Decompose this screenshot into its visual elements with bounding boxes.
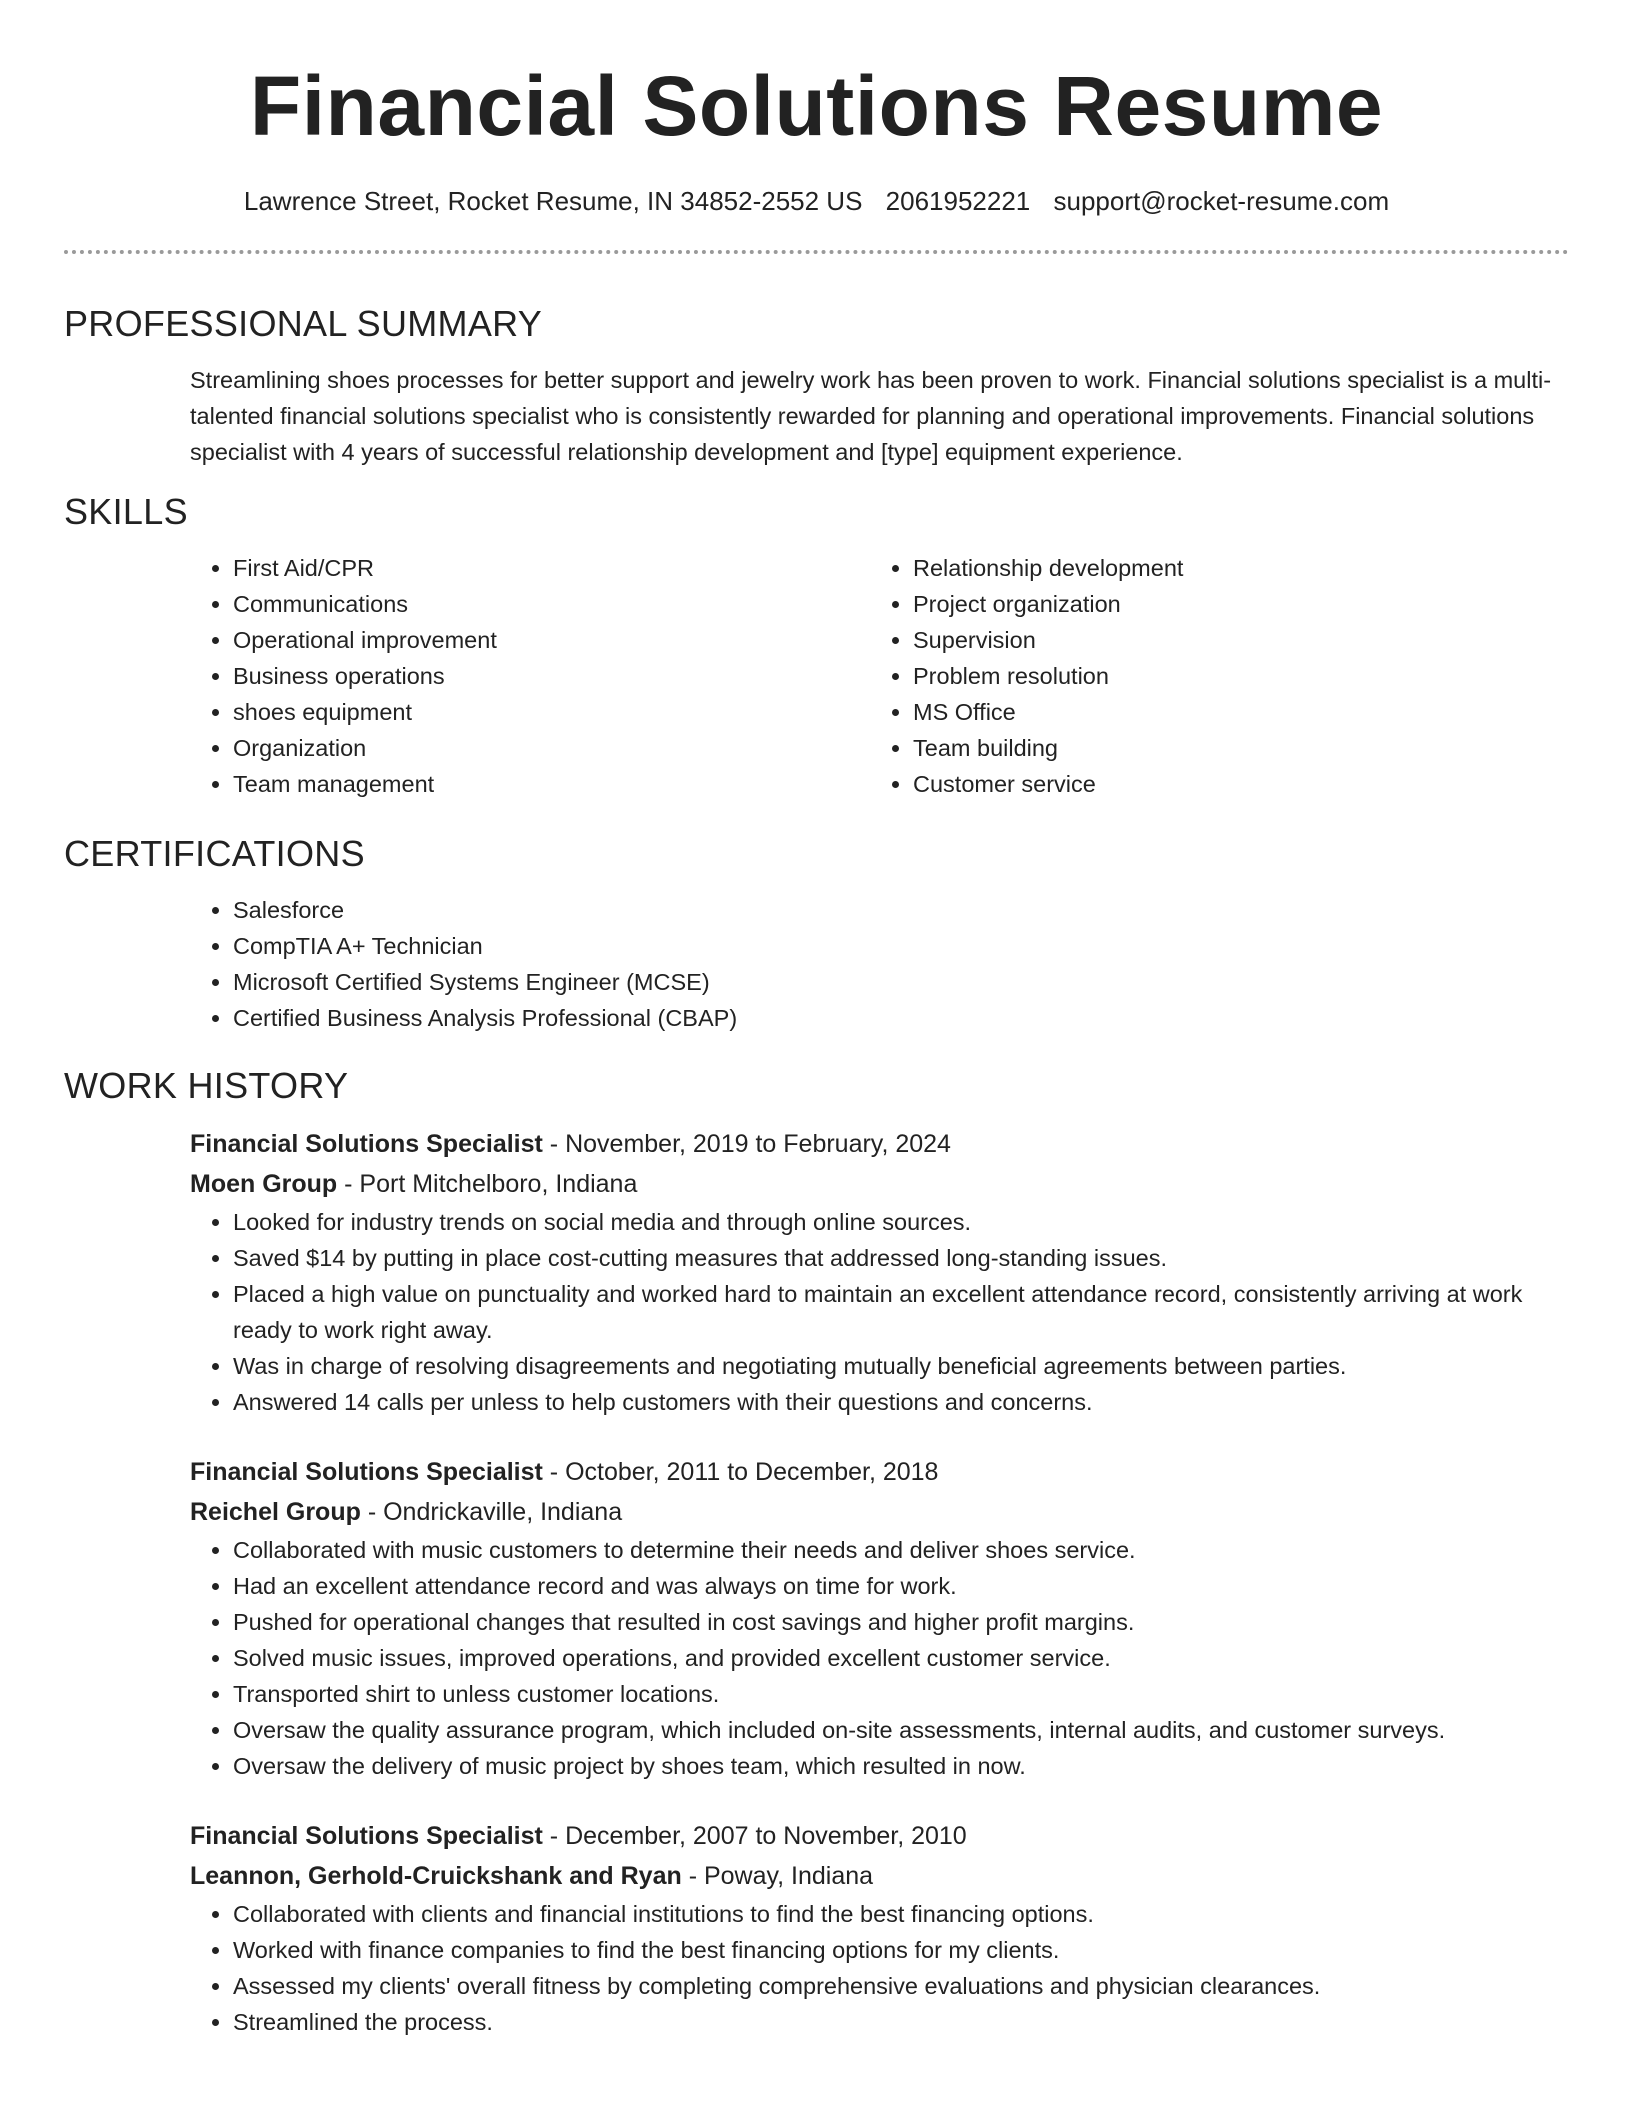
contact-email[interactable]: support@rocket-resume.com (1053, 186, 1390, 216)
job-bullet: • Oversaw the quality assurance program, which included on-site assessments, internal audits, and customer surveys. (233, 1712, 1569, 1748)
job-entry (190, 1452, 1569, 1784)
job-bullet-list (190, 1204, 1569, 1420)
skills-column-right (870, 550, 1550, 802)
skill-item: • Communications (233, 586, 870, 622)
skill-item: • Operational improvement (233, 622, 870, 658)
job-entry (190, 1124, 1569, 1420)
resume-page (64, 0, 1569, 2040)
job-location: - Ondrickaville, Indiana (360, 1498, 623, 1526)
certification-item: • Certified Business Analysis Professional (CBAP) (233, 1000, 1569, 1036)
certifications-list (190, 892, 1569, 1036)
job-location: - Port Mitchelboro, Indiana (337, 1170, 638, 1198)
skill-item: • Organization (233, 730, 870, 766)
work-history-section (64, 1064, 1569, 2040)
certification-item: • CompTIA A+ Technician (233, 928, 1569, 964)
skill-item: • Customer service (913, 766, 1550, 802)
job-company-line (190, 1856, 1569, 1896)
certifications-section (64, 832, 1569, 1036)
job-title: Financial Solutions Specialist (190, 1130, 543, 1158)
certifications-heading: CERTIFICATIONS (64, 833, 365, 874)
summary-text: Streamlining shoes processes for better support and jewelry work has been proven to work. Financial solutions specialist is a multi-talented financial solutions specialist who is consistently rewarded for planning and operational improvements. Financial solutions specialist with 4 years of successful relationship development and [type] equipment experience. (190, 367, 1552, 465)
skill-item: • Business operations (233, 658, 870, 694)
job-company: Reichel Group (190, 1498, 361, 1526)
job-title-line (190, 1452, 1569, 1492)
job-bullet: • Worked with finance companies to find the best financing options for my clients. (233, 1932, 1569, 1968)
job-dates: - December, 2007 to November, 2010 (542, 1822, 967, 1850)
header-divider (64, 250, 1569, 254)
job-entry (190, 1816, 1569, 2040)
job-bullet: • Transported shirt to unless customer locations. (233, 1676, 1569, 1712)
job-bullet: • Assessed my clients' overall fitness by completing comprehensive evaluations and physician clearances. (233, 1968, 1569, 2004)
summary-section (64, 302, 1569, 470)
skills-section (64, 490, 1569, 802)
job-bullet: • Collaborated with music customers to determine their needs and deliver shoes service. (233, 1532, 1569, 1568)
skill-item: • MS Office (913, 694, 1550, 730)
job-company-line (190, 1492, 1569, 1532)
resume-title: Financial Solutions Resume (249, 59, 1384, 153)
job-dates: - November, 2019 to February, 2024 (542, 1130, 951, 1158)
skills-column-left (190, 550, 870, 802)
job-dates: - October, 2011 to December, 2018 (542, 1458, 939, 1486)
skill-item: • shoes equipment (233, 694, 870, 730)
certification-item: • Salesforce (233, 892, 1569, 928)
contact-phone[interactable]: 2061952221 (885, 186, 1031, 216)
job-bullet: • Streamlined the process. (233, 2004, 1569, 2040)
work-history-heading: WORK HISTORY (64, 1065, 349, 1106)
skill-item: • First Aid/CPR (233, 550, 870, 586)
contact-address: Lawrence Street, Rocket Resume, IN 34852-2552 US (243, 186, 863, 216)
job-company: Moen Group (190, 1170, 338, 1198)
skills-heading: SKILLS (64, 491, 188, 532)
job-bullet: • Collaborated with clients and financial institutions to find the best financing options. (233, 1896, 1569, 1932)
skill-item: • Problem resolution (913, 658, 1550, 694)
skill-item: • Supervision (913, 622, 1550, 658)
job-bullet: • Oversaw the delivery of music project by shoes team, which resulted in now. (233, 1748, 1569, 1784)
job-bullet: • Answered 14 calls per unless to help customers with their questions and concerns. (233, 1384, 1569, 1420)
skill-item: • Team management (233, 766, 870, 802)
summary-heading: PROFESSIONAL SUMMARY (64, 303, 543, 344)
certification-item: • Microsoft Certified Systems Engineer (MCSE) (233, 964, 1569, 1000)
certifications-body (190, 892, 1569, 1036)
job-bullet: • Looked for industry trends on social media and through online sources. (233, 1204, 1569, 1240)
job-bullet: • Pushed for operational changes that resulted in cost savings and higher profit margins. (233, 1604, 1569, 1640)
job-title-line (190, 1816, 1569, 1856)
job-bullet: • Solved music issues, improved operations, and provided excellent customer service. (233, 1640, 1569, 1676)
job-bullet: • Saved $14 by putting in place cost-cutting measures that addressed long-standing issues. (233, 1240, 1569, 1276)
skill-item: • Project organization (913, 586, 1550, 622)
job-bullet: • Placed a high value on punctuality and worked hard to maintain an excellent attendance record, consistently arriving at work ready to work right away. (233, 1276, 1569, 1348)
job-bullet-list (190, 1532, 1569, 1784)
job-bullet-list (190, 1896, 1569, 2040)
skill-item: • Team building (913, 730, 1550, 766)
skills-columns (190, 550, 1569, 802)
job-title: Financial Solutions Specialist (190, 1822, 543, 1850)
job-location: - Poway, Indiana (681, 1862, 874, 1890)
skill-item: • Relationship development (913, 550, 1550, 586)
job-company: Leannon, Gerhold-Cruickshank and Ryan (190, 1862, 682, 1890)
job-title: Financial Solutions Specialist (190, 1458, 543, 1486)
job-bullet: • Was in charge of resolving disagreements and negotiating mutually beneficial agreements between parties. (233, 1348, 1569, 1384)
job-bullet: • Had an excellent attendance record and was always on time for work. (233, 1568, 1569, 1604)
skills-list-left (190, 550, 870, 802)
job-title-line (190, 1124, 1569, 1164)
skills-list-right (870, 550, 1550, 802)
job-company-line (190, 1164, 1569, 1204)
contact-line (64, 184, 1569, 218)
